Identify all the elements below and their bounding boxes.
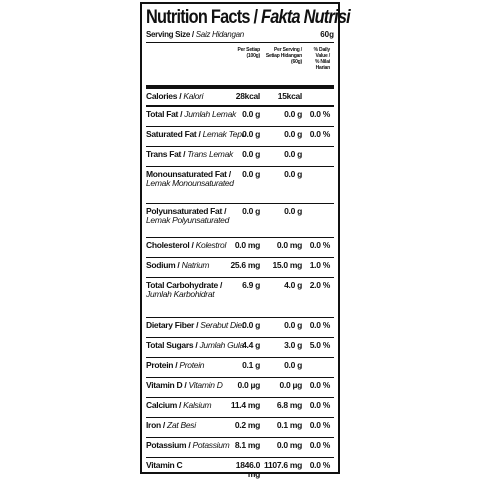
nutrient-name-malay: Potassium <box>192 440 230 450</box>
nutrient-name: Sodium / Natrium <box>146 260 210 270</box>
serving-size-english: Serving Size <box>146 30 190 39</box>
value-daily-percent: 2.0 % <box>309 280 330 290</box>
column-header-per-100g <box>230 43 260 85</box>
value-daily-percent: 0.0 % <box>309 440 330 450</box>
nutrient-name: Calories / Kalori <box>146 91 204 101</box>
nutrient-name: Monounsaturated Fat / Lemak Monounsaturated <box>146 169 234 188</box>
value-per-serving: 0.0 µg <box>279 380 302 390</box>
serving-size-row <box>146 29 334 43</box>
nutrient-name: Trans Fat / Trans Lemak <box>146 149 233 159</box>
nutrient-name-english: Total Sugars <box>146 340 194 350</box>
value-per-serving: 0.0 mg <box>276 240 302 250</box>
title-english: Nutrition Facts <box>146 7 250 28</box>
nutrient-name-malay: Lemak Tepu <box>202 129 247 139</box>
value-daily-percent: 0.0 % <box>309 109 330 119</box>
nutrient-name-english: Total Fat <box>146 109 179 119</box>
value-daily-percent <box>302 170 330 203</box>
nutrient-name: Cholesterol / Kolestrol <box>146 240 227 250</box>
value-per-serving: 0.0 g <box>284 129 302 139</box>
value-daily-percent: 0.0 % <box>309 129 330 139</box>
value-per-100g: 0.0 µg <box>237 380 260 390</box>
label-title <box>146 7 350 29</box>
nutrient-row-protein <box>146 358 334 378</box>
nutrient-row-calcium <box>146 398 334 418</box>
nutrient-name-malay: Zat Besi <box>167 420 196 430</box>
per-serving-line1: Per Serving / <box>274 47 302 53</box>
column-headers <box>146 43 334 89</box>
nutrient-row-calories <box>146 89 334 107</box>
nutrient-name-malay: Serabut Diet <box>200 320 244 330</box>
nutrient-name-english: Iron <box>146 420 161 430</box>
value-per-100g: 0.0 g <box>242 206 260 216</box>
value-per-100g: 6.9 g <box>242 280 260 290</box>
nutrient-row-trans-fat <box>146 147 334 167</box>
serving-size-label <box>146 29 244 41</box>
value-per-serving: 1107.6 mg <box>264 460 302 470</box>
daily-value-line2: % Nilai Harian <box>315 59 330 71</box>
nutrient-name-english: Monounsaturated Fat <box>146 169 227 179</box>
nutrient-name: Calcium / Kalsium <box>146 400 212 410</box>
nutrient-name: Protein / Protein <box>146 360 205 370</box>
nutrient-row-monounsaturated-fat <box>146 167 334 204</box>
title-separator: / <box>249 7 261 28</box>
value-daily-percent: 0.0 % <box>309 320 330 330</box>
nutrient-name-english: Vitamin C <box>146 460 183 470</box>
nutrient-name: Dietary Fiber / Serabut Diet <box>146 320 244 330</box>
nutrient-name-english: Calcium <box>146 400 177 410</box>
serving-size-value: 60g <box>320 30 334 39</box>
value-per-100g: 0.0 g <box>242 169 260 179</box>
value-per-100g: 4.4 g <box>242 340 260 350</box>
nutrient-name-malay: Kolestrol <box>195 240 227 250</box>
nutrient-name-english: Polyunsaturated Fat <box>146 206 223 216</box>
nutrient-name-malay: Kalsium <box>183 400 212 410</box>
value-per-serving: 0.0 g <box>284 320 302 330</box>
value-per-serving: 3.0 g <box>284 340 302 350</box>
value-per-100g: 0.0 g <box>242 129 260 139</box>
value-per-serving: 4.0 g <box>284 280 302 290</box>
daily-value-line1: % Daily Value / <box>313 47 330 59</box>
nutrient-name: Potassium / Potassium <box>146 440 230 450</box>
nutrient-name-english: Vitamin D <box>146 380 183 390</box>
value-daily-percent: 0.0 % <box>309 380 330 390</box>
nutrient-name-malay: Lemak Monounsaturated <box>146 178 234 188</box>
value-per-serving: 0.0 g <box>284 206 302 216</box>
value-per-100g: 0.0 g <box>242 149 260 159</box>
nutrient-name-english: Sodium <box>146 260 176 270</box>
value-daily-percent: 0.0 % <box>309 400 330 410</box>
value-per-serving: 0.0 mg <box>276 440 302 450</box>
value-per-100g: 0.0 g <box>242 109 260 119</box>
value-per-100g: 0.2 mg <box>234 420 260 430</box>
nutrient-row-iron <box>146 418 334 438</box>
nutrient-row-sodium <box>146 258 334 278</box>
column-header-daily-value <box>302 43 330 85</box>
nutrient-name-malay: Trans Lemak <box>187 149 233 159</box>
nutrient-name-english: Protein <box>146 360 174 370</box>
serving-size-separator: / <box>189 30 196 39</box>
nutrient-row-saturated-fat <box>146 127 334 147</box>
nutrient-name-english: Calories <box>146 91 178 101</box>
value-daily-percent <box>302 150 330 166</box>
value-per-100g: 0.0 g <box>242 320 260 330</box>
nutrient-name <box>146 461 230 476</box>
value-per-100g: 1846.0 mg <box>235 460 260 479</box>
per-serving-line3: (60g) <box>291 59 302 65</box>
value-daily-percent: 0.0 % <box>309 460 330 470</box>
nutrient-row-vitamin-c <box>146 458 334 479</box>
value-per-100g: 11.4 mg <box>230 400 260 410</box>
value-daily-percent <box>302 92 330 105</box>
nutrient-name-english: Cholesterol <box>146 240 190 250</box>
nutrient-name: Total Carbohydrate / Jumlah Karbohidrat <box>146 280 223 299</box>
value-per-serving: 15kcal <box>277 91 302 101</box>
nutrient-name: Vitamin D / Vitamin D <box>146 380 223 390</box>
value-daily-percent: 0.0 % <box>309 420 330 430</box>
nutrient-row-cholesterol <box>146 238 334 258</box>
nutrient-name-malay: Lemak Polyunsaturated <box>146 215 230 225</box>
value-per-serving: 15.0 mg <box>272 260 302 270</box>
value-per-serving: 0.0 g <box>284 360 302 370</box>
value-daily-percent <box>302 361 330 377</box>
nutrient-name: Iron / Zat Besi <box>146 420 196 430</box>
per-serving-line2: Setiap Hidangan <box>265 53 302 59</box>
value-daily-percent: 1.0 % <box>309 260 330 270</box>
value-per-100g: 0.1 g <box>242 360 260 370</box>
nutrient-row-total-carbohydrate <box>146 278 334 318</box>
nutrient-name: Total Sugars / Jumlah Gula <box>146 340 244 350</box>
nutrient-row-vitamin-d <box>146 378 334 398</box>
nutrient-name-english: Trans Fat <box>146 149 182 159</box>
serving-size-malay: Saiz Hidangan <box>195 30 244 39</box>
nutrient-row-dietary-fiber <box>146 318 334 338</box>
nutrient-name-english: Potassium <box>146 440 187 450</box>
value-per-serving: 0.0 g <box>284 169 302 179</box>
nutrient-name-malay: Natrium <box>181 260 210 270</box>
value-per-100g: 8.1 mg <box>234 440 260 450</box>
value-per-100g: 0.0 mg <box>234 240 260 250</box>
nutrient-name: Total Fat / Jumlah Lemak <box>146 109 236 119</box>
nutrient-name-english: Dietary Fiber <box>146 320 195 330</box>
nutrient-row-total-fat <box>146 107 334 127</box>
value-per-serving: 0.1 mg <box>276 420 302 430</box>
nutrient-name-malay: Vitamin D <box>188 380 223 390</box>
nutrient-name: Saturated Fat / Lemak Tepu <box>146 129 247 139</box>
nutrient-name-english: Total Carbohydrate <box>146 280 218 290</box>
nutrient-name-malay: Kalori <box>183 91 204 101</box>
nutrient-name-malay: Jumlah Karbohidrat <box>146 289 215 299</box>
nutrient-name: Polyunsaturated Fat / Lemak Polyunsaturated <box>146 206 230 225</box>
value-per-100g: 28kcal <box>235 91 260 101</box>
value-per-serving: 0.0 g <box>284 109 302 119</box>
value-per-100g: 25.6 mg <box>230 260 260 270</box>
nutrient-row-polyunsaturated-fat <box>146 204 334 238</box>
value-daily-percent <box>302 207 330 237</box>
nutrition-label <box>140 2 350 479</box>
title-malay: Fakta Nutrisi <box>260 7 350 28</box>
nutrient-name-malay: Jumlah Lemak <box>184 109 236 119</box>
per-100g-line1: Per Setiap <box>237 47 260 53</box>
column-header-blank <box>146 43 230 85</box>
value-per-serving: 0.0 g <box>284 149 302 159</box>
column-header-per-serving <box>260 43 302 85</box>
value-per-serving: 6.8 mg <box>276 400 302 410</box>
nutrient-name-english: Saturated Fat <box>146 129 197 139</box>
value-daily-percent: 5.0 % <box>309 340 330 350</box>
nutrient-row-total-sugars <box>146 338 334 358</box>
nutrient-name-malay: Jumlah Gula <box>199 340 244 350</box>
nutrient-name-malay: Protein <box>179 360 205 370</box>
value-daily-percent: 0.0 % <box>309 240 330 250</box>
nutrient-row-potassium <box>146 438 334 458</box>
per-100g-line2: (100g) <box>246 53 260 59</box>
